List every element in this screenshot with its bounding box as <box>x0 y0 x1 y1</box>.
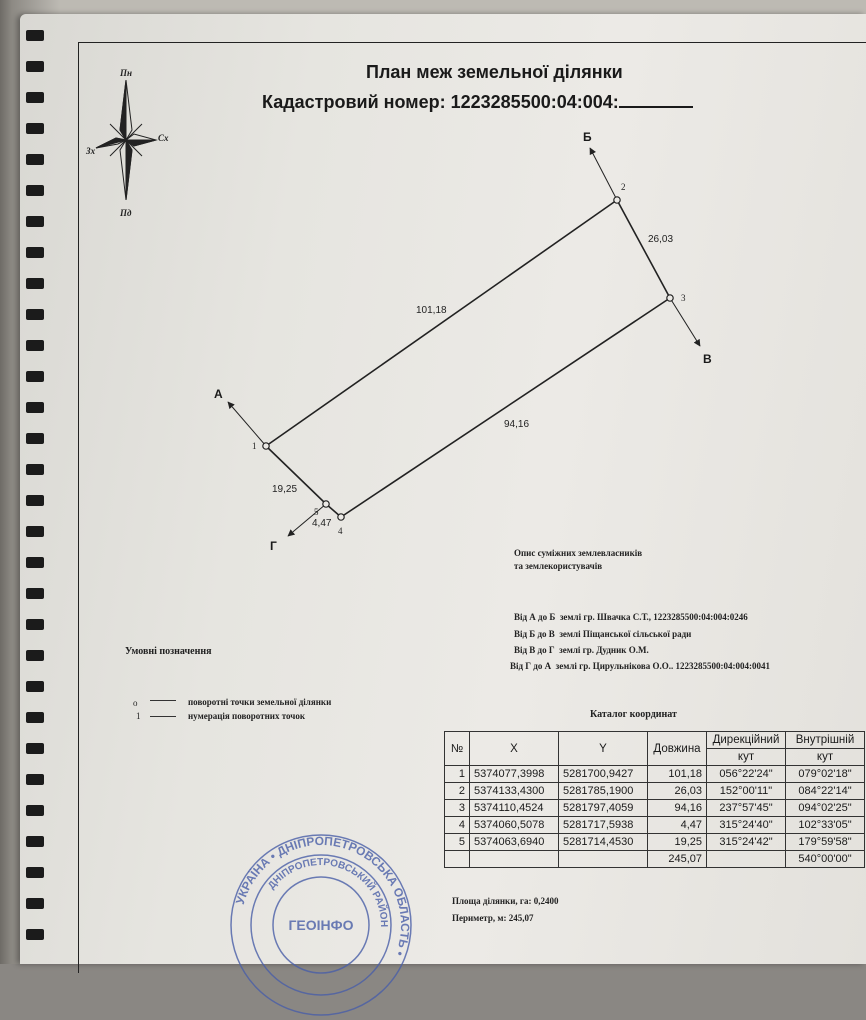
plot-perimeter: Периметр, м: 245,07 <box>452 913 534 923</box>
cell-inner: 094°02'25" <box>786 800 865 817</box>
cell-y: 5281714,4530 <box>559 834 648 851</box>
neighbor-range: Від В до Г <box>514 645 555 655</box>
legend-title: Умовні позначення <box>125 646 212 657</box>
turning-point-4 <box>338 514 344 520</box>
cell-no: 4 <box>445 817 470 834</box>
col-header-no: № <box>445 732 470 766</box>
neighbor-text: землі гр. Дудник О.М. <box>559 645 649 655</box>
neighbor-row-3 <box>514 645 649 655</box>
cell-inner: 179°59'58" <box>786 834 865 851</box>
turning-point-1 <box>263 443 269 449</box>
cell-inner: 084°22'14" <box>786 783 865 800</box>
table-row <box>445 766 865 783</box>
cell-length: 19,25 <box>648 834 707 851</box>
legend-point-symbol: о <box>133 698 138 708</box>
legend-dash-2 <box>150 716 176 717</box>
neighbor-range: Від Г до А <box>510 661 552 671</box>
cell-total-length: 245,07 <box>648 851 707 868</box>
col-header-inner-2: кут <box>786 749 865 766</box>
arrow-b <box>590 148 617 200</box>
cell-no: 2 <box>445 783 470 800</box>
neighbor-range: Від А до Б <box>514 612 556 622</box>
turning-point-5 <box>323 501 329 507</box>
point-number-2: 2 <box>621 182 626 192</box>
cell-direction: 237°57'45" <box>707 800 786 817</box>
turning-point-2 <box>614 197 620 203</box>
cell-empty <box>559 851 648 868</box>
direction-label-v: В <box>703 352 712 366</box>
col-header-inner: Внутрішній <box>786 732 865 749</box>
cell-no: 3 <box>445 800 470 817</box>
plot-side-5-1 <box>266 446 326 504</box>
side-length-2-3: 26,03 <box>648 234 674 245</box>
table-row <box>445 783 865 800</box>
col-header-x: X <box>470 732 559 766</box>
cell-empty <box>707 851 786 868</box>
compass-south-label: Пд <box>120 208 132 218</box>
compass-west-label: Зх <box>86 146 96 156</box>
side-length-3-4: 94,16 <box>504 419 530 430</box>
plot-side-3-4 <box>341 298 670 517</box>
official-stamp <box>226 830 416 1020</box>
neighbor-row-2 <box>514 629 691 639</box>
point-number-3: 3 <box>681 293 686 303</box>
cell-length: 26,03 <box>648 783 707 800</box>
col-header-length: Довжина <box>648 732 707 766</box>
legend-number-symbol: 1 <box>136 711 141 721</box>
cell-direction: 315°24'40" <box>707 817 786 834</box>
stamp-center-text: ГЕОІНФО <box>288 917 354 933</box>
table-header-row <box>445 732 865 749</box>
cell-no: 1 <box>445 766 470 783</box>
cell-y: 5281700,9427 <box>559 766 648 783</box>
cell-y: 5281785,1900 <box>559 783 648 800</box>
neighbor-text: землі гр. Цирульнікова О.О.. 1223285500:04:004:0041 <box>555 661 771 671</box>
cell-y: 5281797,4059 <box>559 800 648 817</box>
neighbor-row-1 <box>514 612 748 622</box>
cell-x: 5374110,4524 <box>470 800 559 817</box>
stamp-inner-text: ДНІПРОПЕТРОВСЬКИЙ РАЙОН <box>266 856 390 928</box>
table-total-row <box>445 851 865 868</box>
neighbor-text: землі Піщанської сільської ради <box>559 629 692 639</box>
arrow-a <box>228 402 266 446</box>
cell-x: 5374063,6940 <box>470 834 559 851</box>
cell-length: 94,16 <box>648 800 707 817</box>
cell-length: 4,47 <box>648 817 707 834</box>
legend-item-numbers: нумерація поворотних точок <box>188 711 306 721</box>
table-row <box>445 834 865 851</box>
table-row <box>445 817 865 834</box>
cell-direction: 315°24'42" <box>707 834 786 851</box>
point-number-4: 4 <box>338 526 343 536</box>
table-row <box>445 800 865 817</box>
cell-x: 5374133,4300 <box>470 783 559 800</box>
col-header-direction: Дирекційний <box>707 732 786 749</box>
stamp-outer-text: УКРАЇНА • ДНІПРОПЕТРОВСЬКА ОБЛАСТЬ • <box>232 833 413 958</box>
cell-no: 5 <box>445 834 470 851</box>
cell-direction: 056°22'24" <box>707 766 786 783</box>
cadastral-number-text: Кадастровий номер: 1223285500:04:004: <box>262 92 619 112</box>
cell-empty <box>470 851 559 868</box>
turning-point-3 <box>667 295 673 301</box>
cell-length: 101,18 <box>648 766 707 783</box>
arrow-v <box>670 298 700 346</box>
col-header-y: Y <box>559 732 648 766</box>
neighbors-heading-2: та землекористувачів <box>514 561 603 571</box>
cell-x: 5374060,5078 <box>470 817 559 834</box>
compass-north-label: Пн <box>120 68 132 78</box>
legend-dash-1 <box>150 700 176 701</box>
point-number-5: 5 <box>314 507 319 517</box>
cell-x: 5374077,3998 <box>470 766 559 783</box>
point-number-1: 1 <box>252 441 257 451</box>
plot-side-1-2 <box>266 200 617 446</box>
neighbors-heading-1: Опис суміжних землевласників <box>514 548 643 558</box>
page-title: План меж земельної ділянки <box>366 62 623 82</box>
plot-area: Площа ділянки, га: 0,2400 <box>452 896 559 906</box>
side-length-1-2: 101,18 <box>416 305 447 316</box>
neighbor-range: Від Б до В <box>514 629 555 639</box>
col-header-direction-2: кут <box>707 749 786 766</box>
coordinates-table <box>444 731 865 868</box>
cell-empty <box>445 851 470 868</box>
cell-direction: 152°00'11" <box>707 783 786 800</box>
cell-y: 5281717,5938 <box>559 817 648 834</box>
cell-inner: 079°02'18" <box>786 766 865 783</box>
neighbor-row-4 <box>510 661 770 671</box>
neighbor-text: землі гр. Швачка С.Т., 1223285500:04:004:0246 <box>559 612 748 622</box>
side-length-5-1: 19,25 <box>272 484 298 495</box>
legend-item-points: поворотні точки земельної ділянки <box>188 697 332 707</box>
direction-label-a: А <box>214 387 223 401</box>
plot-side-2-3 <box>617 200 670 298</box>
cell-inner: 102°33'05" <box>786 817 865 834</box>
cell-total-inner: 540°00'00" <box>786 851 865 868</box>
direction-label-b: Б <box>583 130 592 144</box>
direction-label-g: Г <box>270 539 277 553</box>
catalog-title: Каталог координат <box>590 709 677 720</box>
compass-east-label: Сх <box>158 133 169 143</box>
side-length-4-5: 4,47 <box>312 518 332 529</box>
